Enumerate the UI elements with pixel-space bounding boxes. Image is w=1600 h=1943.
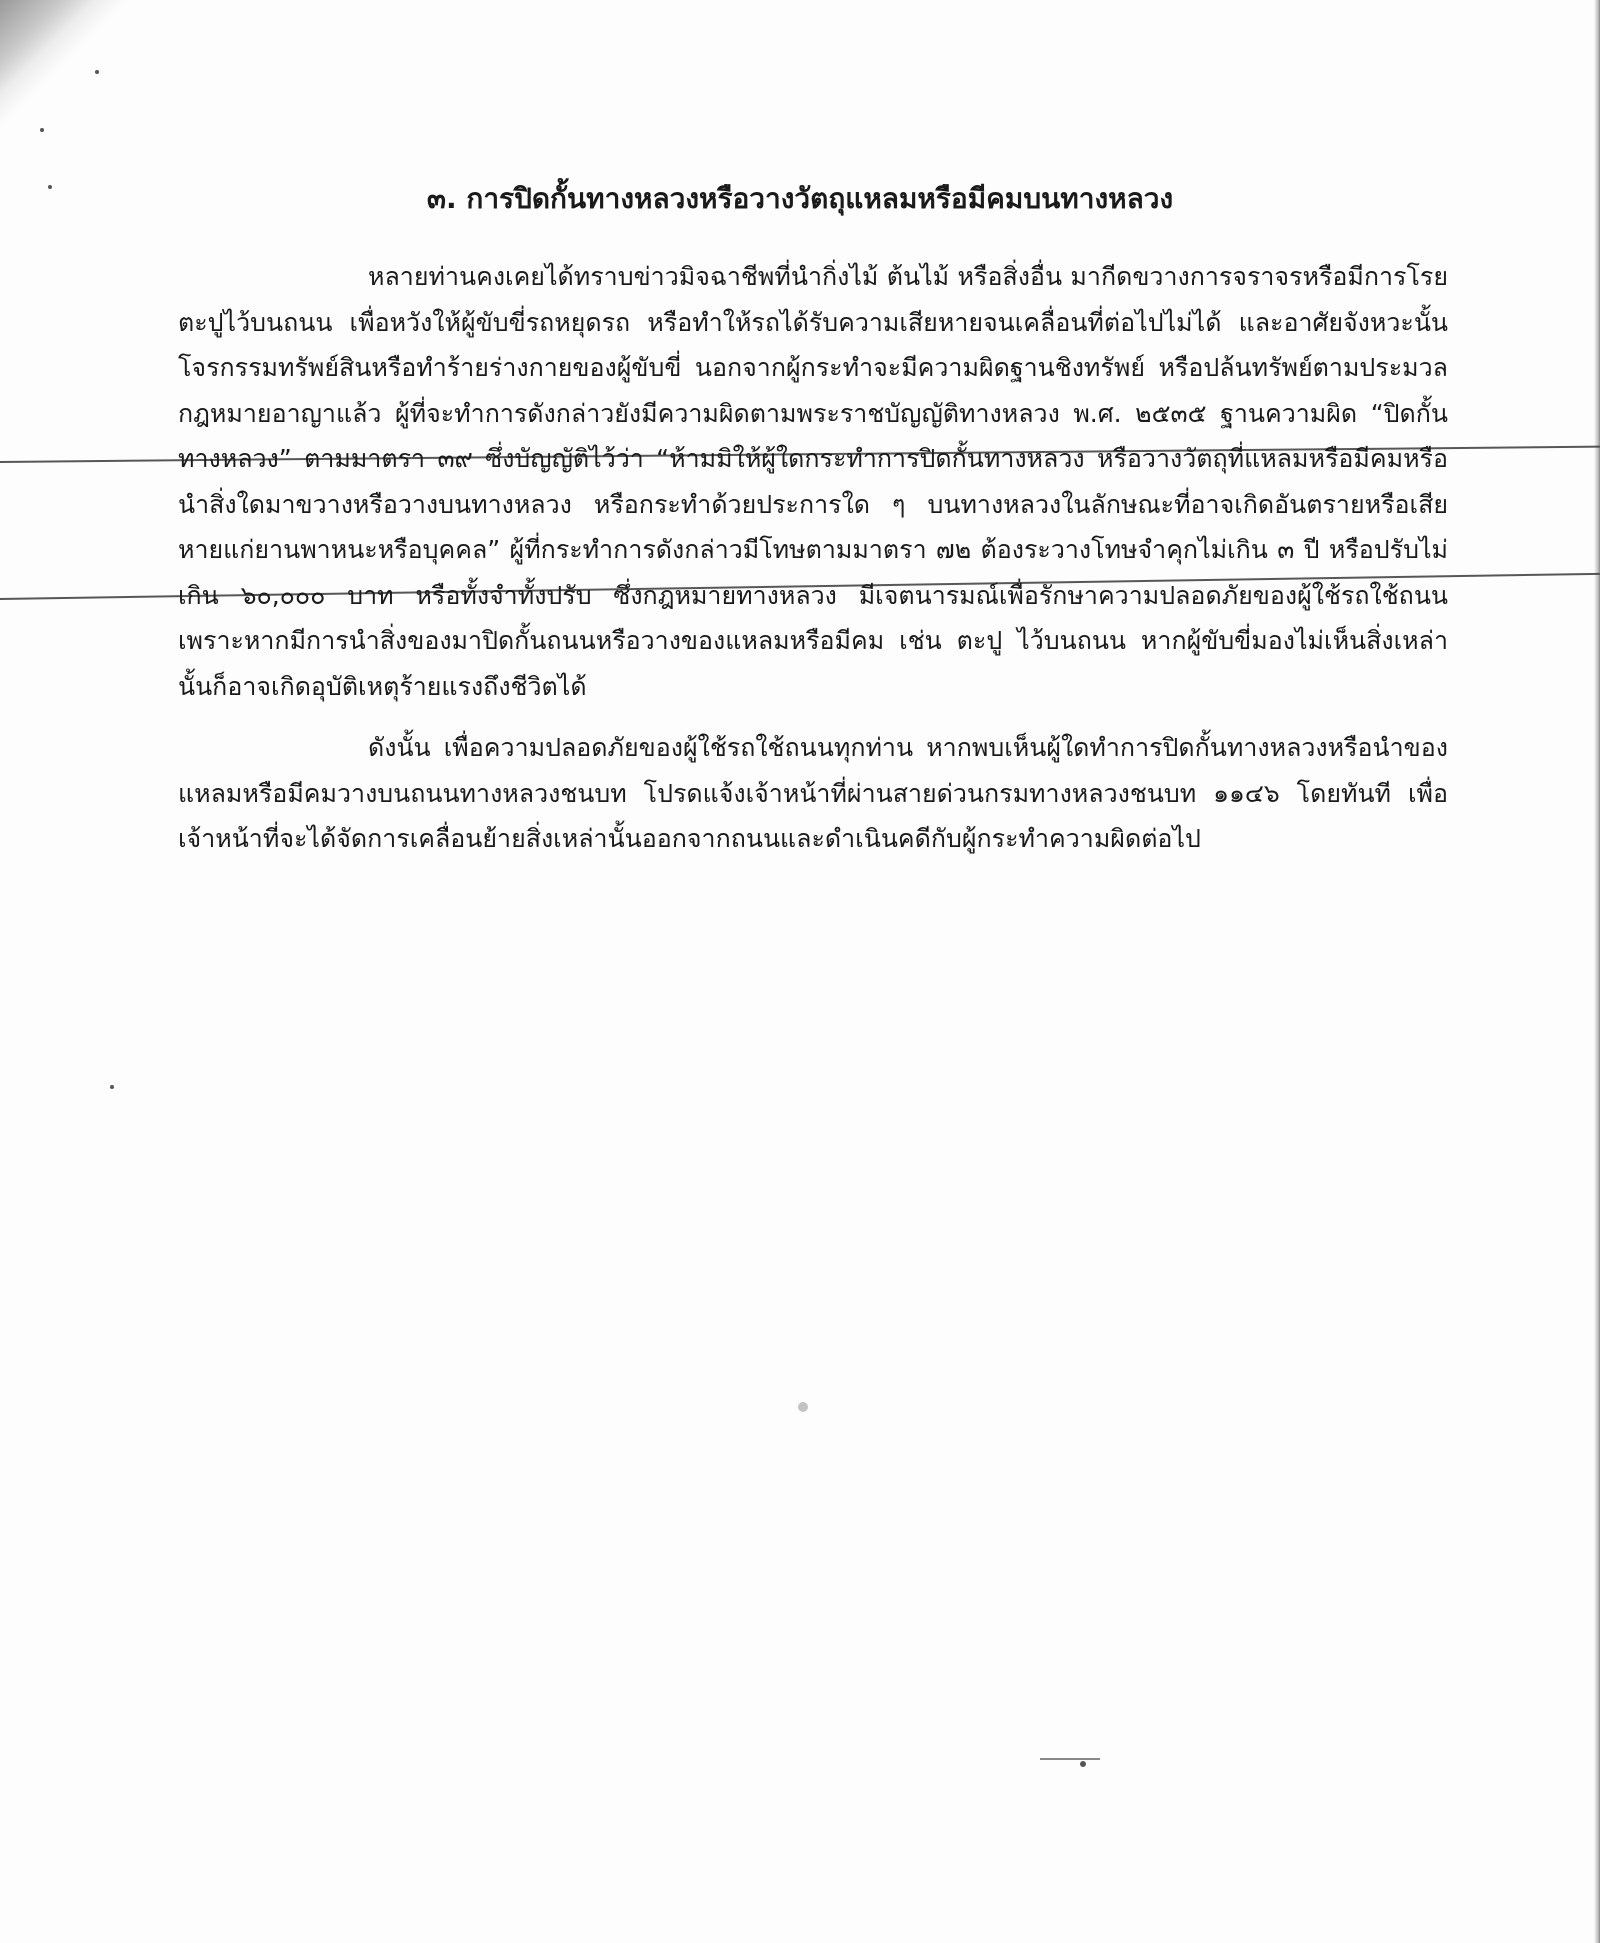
scan-speck: [798, 1402, 808, 1412]
body-paragraph-1: หลายท่านคงเคยได้ทราบข่าวมิจฉาชีพที่นำกิ่งไม้ ต้นไม้ หรือสิ่งอื่น มากีดขวางการจราจรหรือมีการโรยตะปูไว้บนถนน เพื่อหวังให้ผู้ขับขี่รถหยุดรถ หรือทำให้รถได้รับความเสียหายจนเคลื่อนที่ต่อไปไม่ได้ และอาศัยจังหวะนั้น โจรกรรมทรัพย์สินหรือทำร้ายร่างกายของผู้ขับขี่ นอกจากผู้กระทำจะมีความผิดฐานชิงทรัพย์ หรือปล้นทรัพย์ตามประมวลกฎหมายอาญาแล้ว ผู้ที่จะทำการดังกล่าวยังมีความผิดตามพระราชบัญญัติทางหลวง พ.ศ. ๒๕๓๕ ฐานความผิด “ปิดกั้นทางหลวง” ตามมาตรา ๓๙ ซึ่งบัญญัติไว้ว่า “ห้ามมิให้ผู้ใดกระทำการปิดกั้นทางหลวง หรือวางวัตถุที่แหลมหรือมีคมหรือนำสิ่งใดมาขวางหรือวางบนทางหลวง หรือกระทำด้วยประการใด ๆ บนทางหลวงในลักษณะที่อาจเกิดอันตรายหรือเสียหายแก่ยานพาหนะหรือบุคคล” ผู้ที่กระทำการดังกล่าวมีโทษตามมาตรา ๗๒ ต้องระวางโทษจำคุกไม่เกิน ๓ ปี หรือปรับไม่เกิน ๖๐,๐๐๐ บาท หรือทั้งจำทั้งปรับ ซึ่งกฎหมายทางหลวง มีเจตนารมณ์เพื่อรักษาความปลอดภัยของผู้ใช้รถใช้ถนน เพราะหากมีการนำสิ่งของมาปิดกั้นถนนหรือวางของแหลมหรือมีคม เช่น ตะปู ไว้บนถนน หากผู้ขับขี่มองไม่เห็นสิ่งเหล่านั้นก็อาจเกิดอุบัติเหตุร้ายแรงถึงชีวิตได้: [178, 262, 1448, 701]
scan-speck: [1080, 1761, 1086, 1767]
scan-smudge: [1040, 1758, 1100, 1760]
scan-speck: [40, 128, 44, 132]
body-paragraph-2: ดังนั้น เพื่อความปลอดภัยของผู้ใช้รถใช้ถนนทุกท่าน หากพบเห็นผู้ใดทำการปิดกั้นทางหลวงหรือนำของแหลมหรือมีคมวางบนถนนทางหลวงชนบท โปรดแจ้งเจ้าหน้าที่ผ่านสายด่วนกรมทางหลวงชนบท ๑๑๔๖ โดยทันที เพื่อเจ้าหน้าที่จะได้จัดการเคลื่อนย้ายสิ่งเหล่านั้นออกจากถนนและดำเนินคดีกับผู้กระทำความผิดต่อไป: [178, 733, 1448, 853]
scan-speck: [110, 1085, 114, 1089]
document-title: ๓. การปิดกั้นทางหลวงหรือวางวัตถุแหลมหรือมีคมบนทางหลวง: [426, 181, 1174, 215]
document-body: [178, 254, 1448, 878]
page-right-edge-shadow: [1594, 0, 1600, 1943]
scan-speck: [95, 70, 99, 74]
page-corner-fold: [0, 0, 140, 140]
